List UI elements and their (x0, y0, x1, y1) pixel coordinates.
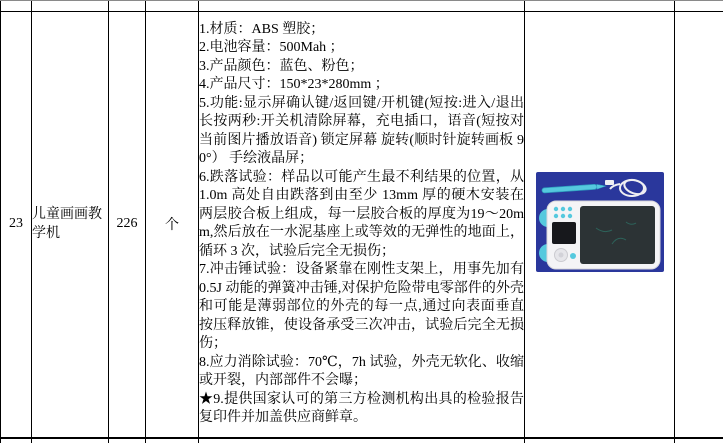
grid-cell (199, 438, 525, 443)
grid-cell (32, 438, 109, 443)
spec-item: ★9.提供国家认可的第三方检测机构出具的检验报告复印件并加盖供应商鲜章。 (199, 391, 524, 426)
grid-cell (199, 1, 525, 11)
empty-cell (675, 11, 723, 438)
seq-number: 23 (9, 216, 23, 232)
spec-item: 7.冲击锤试验：设备紧靠在刚性支架上，用事先加有 0.5J 动能的弹簧冲击锤,对保护危险带电零部件的外壳和可能是薄弱部位的外壳的每一点,通过向表面垂直按压释放锥，使设备承受三次冲击，试验后完全无损伤； (199, 262, 524, 352)
name-cell (32, 11, 109, 438)
spec-item: 1.材质：ABS 塑胶； (199, 21, 325, 37)
photo-cell (525, 11, 675, 438)
small-display (552, 222, 576, 244)
tablet-screen (580, 206, 655, 264)
specs-cell (199, 11, 525, 438)
unit-cell (146, 11, 199, 438)
spec-item: 2.电池容量：500Mah ； (199, 40, 344, 56)
grid-cell (675, 1, 723, 11)
next-row-sliver (1, 438, 723, 443)
grid-cell (525, 1, 675, 11)
spec-item: 8.应力消除试验：70℃，7h 试验，外壳无软化、收缩或开裂，内部部件不会曝； (199, 354, 524, 389)
item-name: 儿童画画教学机 (32, 207, 102, 242)
grid-cell (109, 438, 146, 443)
seq-cell (1, 11, 32, 438)
items-table (0, 1, 723, 443)
product-photo (536, 172, 664, 272)
grid-cell (146, 438, 199, 443)
quantity-value: 226 (116, 216, 138, 232)
grid-cell (1, 438, 32, 443)
speaker-dot (558, 252, 563, 257)
spec-item: 5.功能:显示屏确认键/返回键/开机键(短按:进入/退出长按两秒:开关机清除屏幕，充电插口，语音(短按对当前图片播放语音) 锁定屏幕 旋转(顺时针旋转画板 90°） 手绘液晶屏； (199, 95, 524, 167)
grid-cell (32, 1, 109, 11)
grid-cell (1, 1, 32, 11)
grid-cell (109, 1, 146, 11)
item-row (1, 11, 723, 438)
grid-cell (525, 438, 675, 443)
spec-item: 6.跌落试验：样品以可能产生最不利结果的位置，从 1.0m 高处自由跌落到由至少 13mm 厚的硬木安装在两层胶合板上组成，每一层胶合板的厚度为19～20mm,然后放在一水泥基座上或等效的无弹性的地面上，循环 3 次，试验后完全无损伤； (199, 169, 524, 259)
quantity-cell (109, 11, 146, 438)
spec-item: 4.产品尺寸：150*23*280mm ； (199, 77, 389, 93)
previous-row-sliver (1, 1, 723, 11)
unit-value: 个 (165, 218, 179, 234)
grid-cell (675, 438, 723, 443)
grid-cell (146, 1, 199, 11)
usb-connector (605, 180, 614, 185)
spec-item: 3.产品颜色：蓝色、粉色； (199, 58, 364, 74)
power-button (570, 253, 576, 259)
